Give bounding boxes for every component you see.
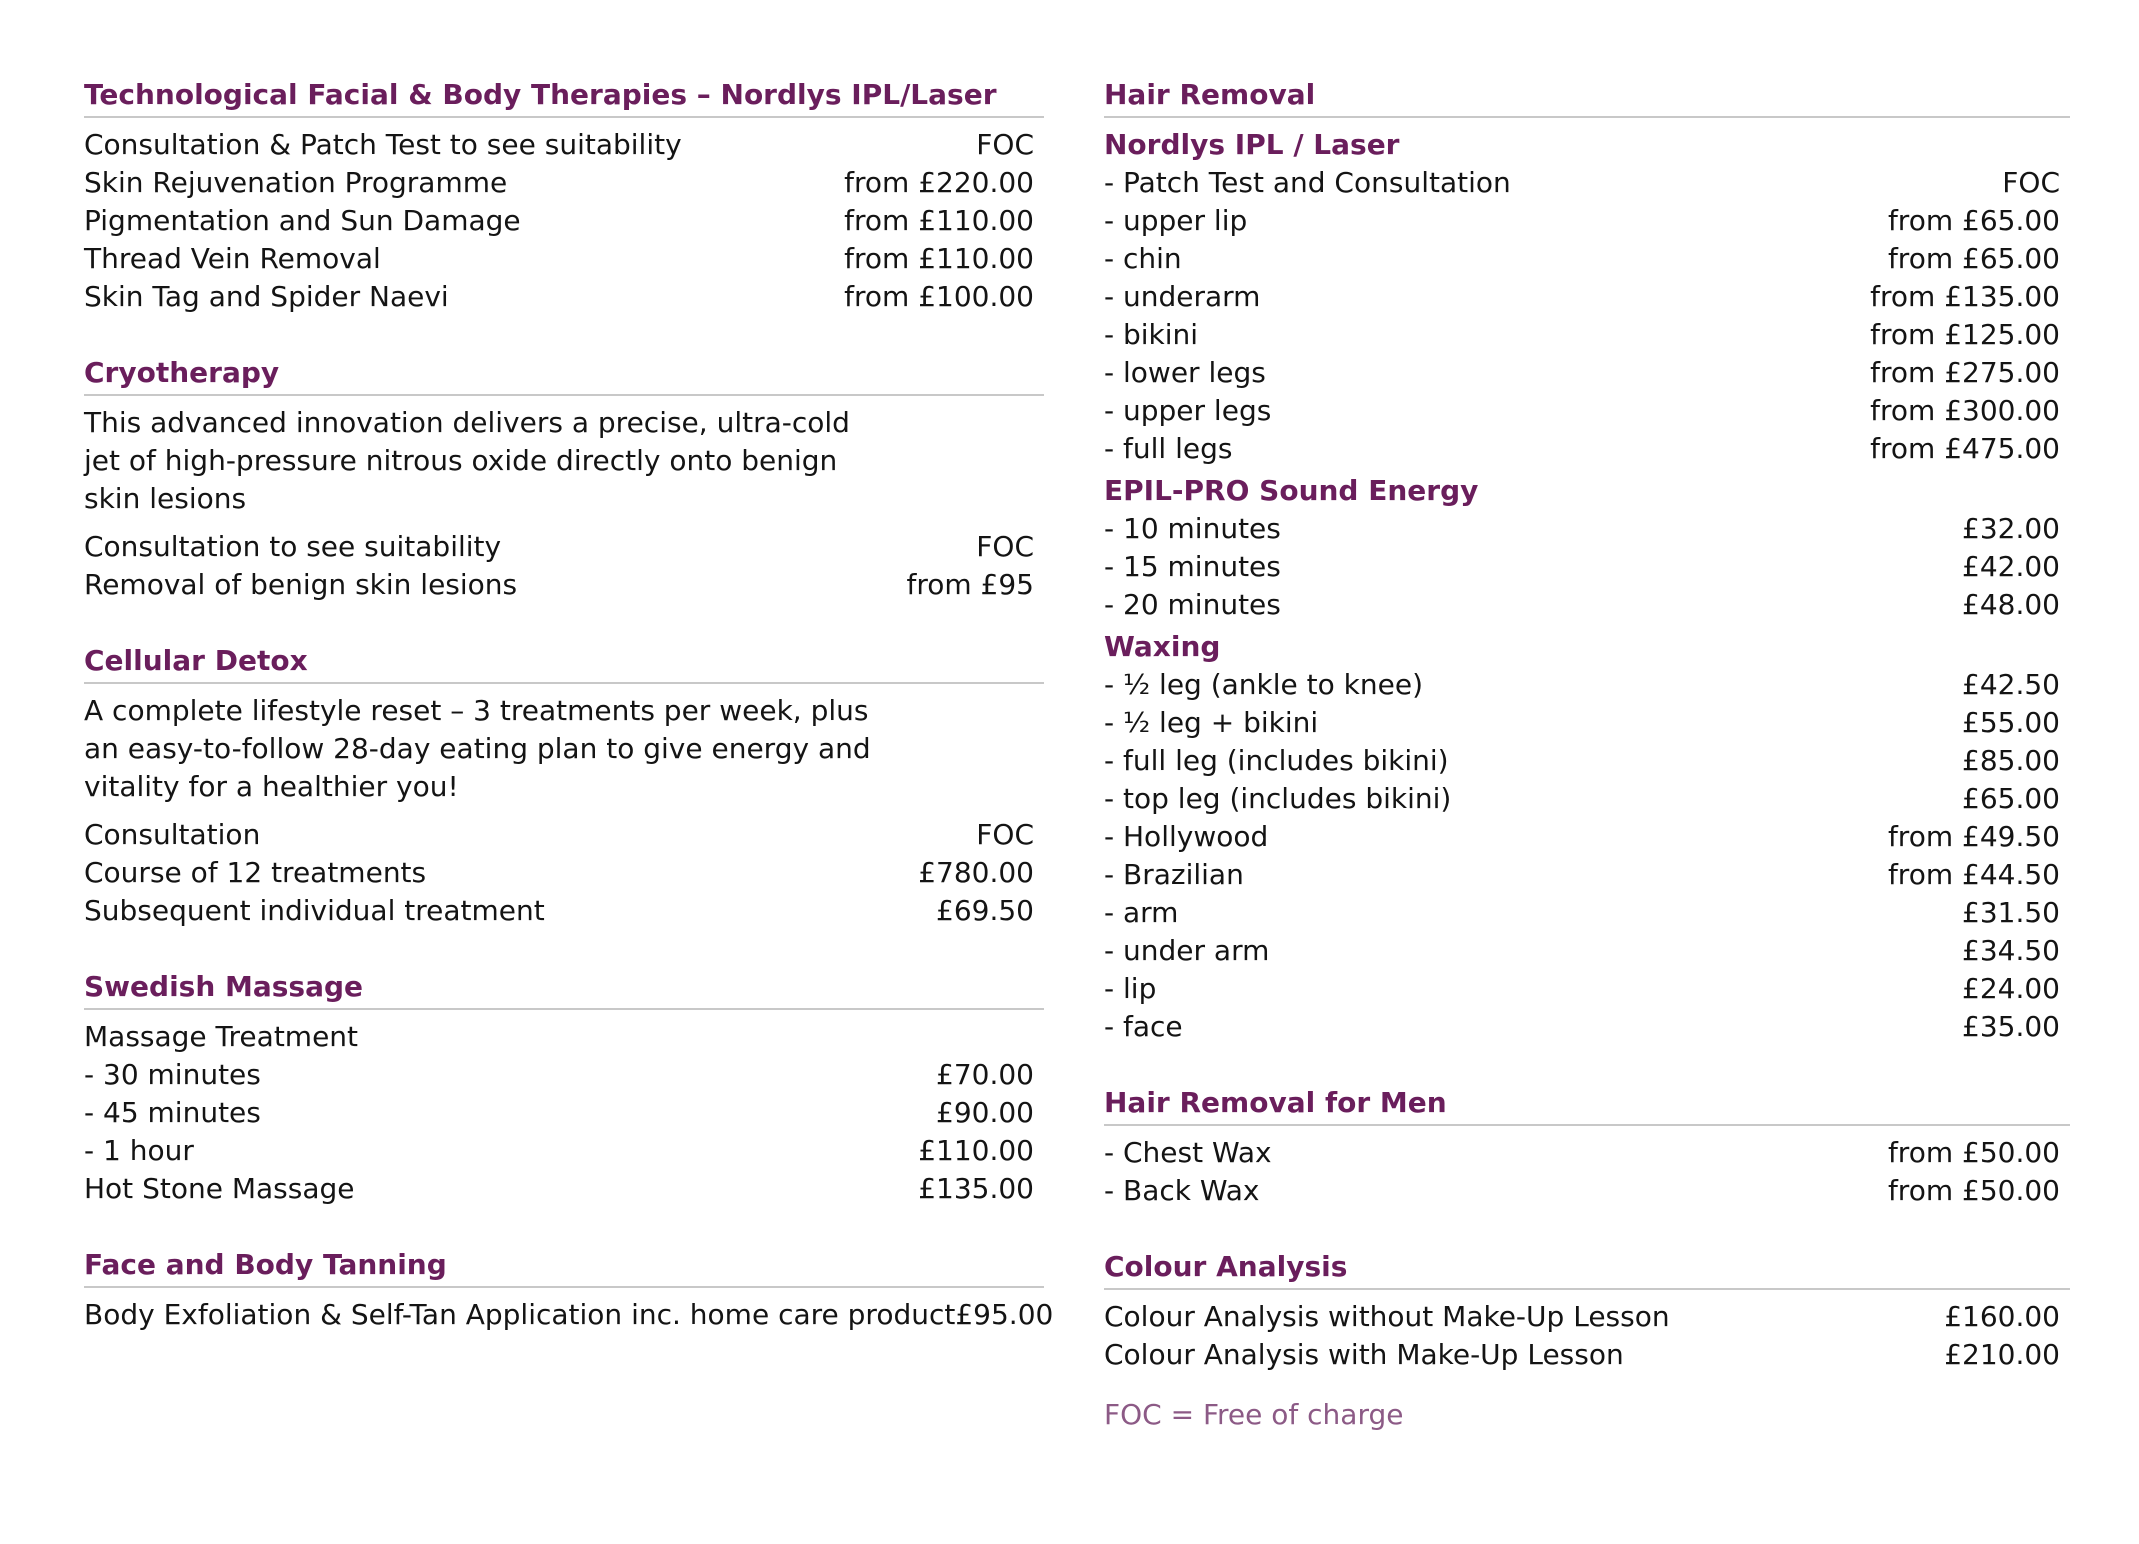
treatment-price: £31.50 [1962, 896, 2060, 929]
price-row [1104, 818, 2070, 856]
treatment-label: - ½ leg (ankle to knee) [1104, 668, 1424, 701]
section-cellular-detox [84, 642, 1044, 930]
treatment-price: from £100.00 [844, 280, 1034, 313]
treatment-price: £34.50 [1962, 934, 2060, 967]
treatment-price: £90.00 [936, 1096, 1034, 1129]
treatment-label: - 1 hour [84, 1134, 194, 1167]
treatment-label: Consultation to see suitability [84, 530, 502, 563]
group-epil-pro [1104, 472, 2070, 624]
price-row [1104, 202, 2070, 240]
price-row [84, 816, 1044, 854]
treatment-price: from £50.00 [1887, 1136, 2060, 1169]
treatment-price: £780.00 [918, 856, 1034, 889]
treatment-price: from £135.00 [1870, 280, 2060, 313]
treatment-price: from £220.00 [844, 166, 1034, 199]
section-hair-removal-men [1104, 1084, 2070, 1210]
price-row [1104, 894, 2070, 932]
price-row [1104, 430, 2070, 468]
treatment-label: - bikini [1104, 318, 1199, 351]
section-title: Colour Analysis [1104, 1248, 2070, 1290]
treatment-price: FOC [976, 530, 1034, 563]
treatment-price: £69.50 [936, 894, 1034, 927]
treatment-price: from £44.50 [1887, 858, 2060, 891]
treatment-label: Thread Vein Removal [84, 242, 381, 275]
price-row [1104, 1298, 2070, 1336]
treatment-price: £210.00 [1944, 1338, 2060, 1371]
price-row [1104, 856, 2070, 894]
section-title: Swedish Massage [84, 968, 1044, 1010]
section-title: Hair Removal [1104, 76, 2070, 118]
treatment-label: Consultation & Patch Test to see suitability [84, 128, 682, 161]
treatment-label: Removal of benign skin lesions [84, 568, 518, 601]
price-row [1104, 354, 2070, 392]
treatment-label: Pigmentation and Sun Damage [84, 204, 521, 237]
treatment-price: £65.00 [1962, 782, 2060, 815]
price-row [1104, 510, 2070, 548]
treatment-label: Massage Treatment [84, 1020, 359, 1053]
treatment-price: FOC [976, 128, 1034, 161]
price-row [1104, 780, 2070, 818]
price-row [1104, 742, 2070, 780]
treatment-label: - lower legs [1104, 356, 1266, 389]
price-row [84, 278, 1044, 316]
price-row [1104, 586, 2070, 624]
section-cryotherapy [84, 354, 1044, 604]
treatment-label: Colour Analysis without Make-Up Lesson [1104, 1300, 1670, 1333]
treatment-label: - 15 minutes [1104, 550, 1281, 583]
treatment-price: £160.00 [1944, 1300, 2060, 1333]
treatment-price: from £65.00 [1887, 242, 2060, 275]
treatment-price: from £95 [906, 568, 1034, 601]
treatment-label: - Chest Wax [1104, 1136, 1272, 1169]
section-ipl-laser [84, 76, 1044, 316]
treatment-price: from £275.00 [1870, 356, 2060, 389]
group-title: EPIL-PRO Sound Energy [1104, 474, 1479, 507]
treatment-label: Colour Analysis with Make-Up Lesson [1104, 1338, 1624, 1371]
price-row [1104, 240, 2070, 278]
treatment-price: £110.00 [918, 1134, 1034, 1167]
section-hair-removal [1104, 76, 2070, 1046]
treatment-label: - Back Wax [1104, 1174, 1260, 1207]
price-row [84, 1170, 1044, 1208]
price-row [84, 1132, 1044, 1170]
treatment-price: from £300.00 [1870, 394, 2060, 427]
price-row [84, 1094, 1044, 1132]
treatment-price: from £65.00 [1887, 204, 2060, 237]
section-title: Cryotherapy [84, 354, 1044, 396]
treatment-label: - Patch Test and Consultation [1104, 166, 1511, 199]
treatment-price: £32.00 [1962, 512, 2060, 545]
price-row [1104, 1008, 2070, 1046]
treatment-label: - upper lip [1104, 204, 1248, 237]
section-tanning [84, 1246, 1054, 1334]
treatment-price: £95.00 [955, 1298, 1054, 1331]
price-row [1104, 1134, 2070, 1172]
treatment-label: - Hollywood [1104, 820, 1269, 853]
price-row [84, 240, 1044, 278]
treatment-label: - underarm [1104, 280, 1261, 313]
group-waxing [1104, 628, 2070, 1046]
treatment-label: Skin Rejuvenation Programme [84, 166, 508, 199]
treatment-label: - under arm [1104, 934, 1270, 967]
group-nordlys [1104, 126, 2070, 468]
price-row [84, 566, 1044, 604]
treatment-price: FOC [976, 818, 1034, 851]
treatment-label: - top leg (includes bikini) [1104, 782, 1452, 815]
treatment-price: £24.00 [1962, 972, 2060, 1005]
section-description: A complete lifestyle reset – 3 treatments per week, plus an easy-to-follow 28-day eating plan to give energy and vitality for a healthier you! [84, 694, 871, 803]
treatment-label: Skin Tag and Spider Naevi [84, 280, 449, 313]
price-row [1104, 932, 2070, 970]
group-title: Waxing [1104, 630, 1221, 663]
price-row [1104, 278, 2070, 316]
price-row [84, 126, 1044, 164]
price-row [1104, 392, 2070, 430]
treatment-label: Consultation [84, 818, 261, 851]
price-row [1104, 1172, 2070, 1210]
treatment-label: Hot Stone Massage [84, 1172, 355, 1205]
treatment-label: - chin [1104, 242, 1182, 275]
treatment-label: - ½ leg + bikini [1104, 706, 1319, 739]
footnote: FOC = Free of charge [1104, 1398, 1404, 1431]
group-title: Nordlys IPL / Laser [1104, 128, 1400, 161]
treatment-price: £70.00 [936, 1058, 1034, 1091]
left-column [84, 76, 1054, 1372]
treatment-price: from £110.00 [844, 204, 1034, 237]
section-title: Face and Body Tanning [84, 1246, 1044, 1288]
treatment-label: - 30 minutes [84, 1058, 261, 1091]
treatment-label: Body Exfoliation & Self-Tan Application inc. home care product [84, 1298, 956, 1331]
price-row [1104, 316, 2070, 354]
section-colour-analysis [1104, 1248, 2070, 1374]
treatment-label: - 20 minutes [1104, 588, 1281, 621]
treatment-price: £55.00 [1962, 706, 2060, 739]
treatment-label: Course of 12 treatments [84, 856, 427, 889]
price-row [84, 854, 1044, 892]
price-row [1104, 548, 2070, 586]
treatment-price: £85.00 [1962, 744, 2060, 777]
price-row [84, 164, 1044, 202]
section-description: This advanced innovation delivers a precise, ultra-cold jet of high-pressure nitrous oxide directly onto benign skin lesions [84, 406, 850, 515]
price-row [84, 528, 1044, 566]
treatment-price: from £50.00 [1887, 1174, 2060, 1207]
price-row [84, 1018, 1044, 1056]
price-row [1104, 704, 2070, 742]
treatment-label: - 10 minutes [1104, 512, 1281, 545]
price-row [1104, 164, 2070, 202]
treatment-label: - lip [1104, 972, 1157, 1005]
treatment-price: £42.00 [1962, 550, 2060, 583]
section-swedish-massage [84, 968, 1044, 1208]
section-title: Cellular Detox [84, 642, 1044, 684]
treatment-price: from £125.00 [1870, 318, 2060, 351]
right-column [1104, 76, 2070, 1434]
price-row [84, 892, 1044, 930]
treatment-label: - arm [1104, 896, 1179, 929]
treatment-label: - full leg (includes bikini) [1104, 744, 1449, 777]
section-title: Hair Removal for Men [1104, 1084, 2070, 1126]
price-row [1104, 1336, 2070, 1374]
treatment-label: - 45 minutes [84, 1096, 261, 1129]
treatment-price: FOC [2002, 166, 2060, 199]
treatment-price: £42.50 [1962, 668, 2060, 701]
treatment-label: Subsequent individual treatment [84, 894, 545, 927]
price-row [1104, 970, 2070, 1008]
treatment-price: £135.00 [918, 1172, 1034, 1205]
treatment-label: - full legs [1104, 432, 1233, 465]
price-row [1104, 666, 2070, 704]
treatment-price: £48.00 [1962, 588, 2060, 621]
treatment-price: £35.00 [1962, 1010, 2060, 1043]
treatment-label: - upper legs [1104, 394, 1272, 427]
section-title: Technological Facial & Body Therapies – Nordlys IPL/Laser [84, 76, 1044, 118]
treatment-label: - Brazilian [1104, 858, 1244, 891]
treatment-price: from £49.50 [1887, 820, 2060, 853]
price-row [84, 202, 1044, 240]
treatment-price: from £110.00 [844, 242, 1034, 275]
treatment-label: - face [1104, 1010, 1183, 1043]
price-row [84, 1296, 1054, 1334]
treatment-price: from £475.00 [1870, 432, 2060, 465]
price-row [84, 1056, 1044, 1094]
